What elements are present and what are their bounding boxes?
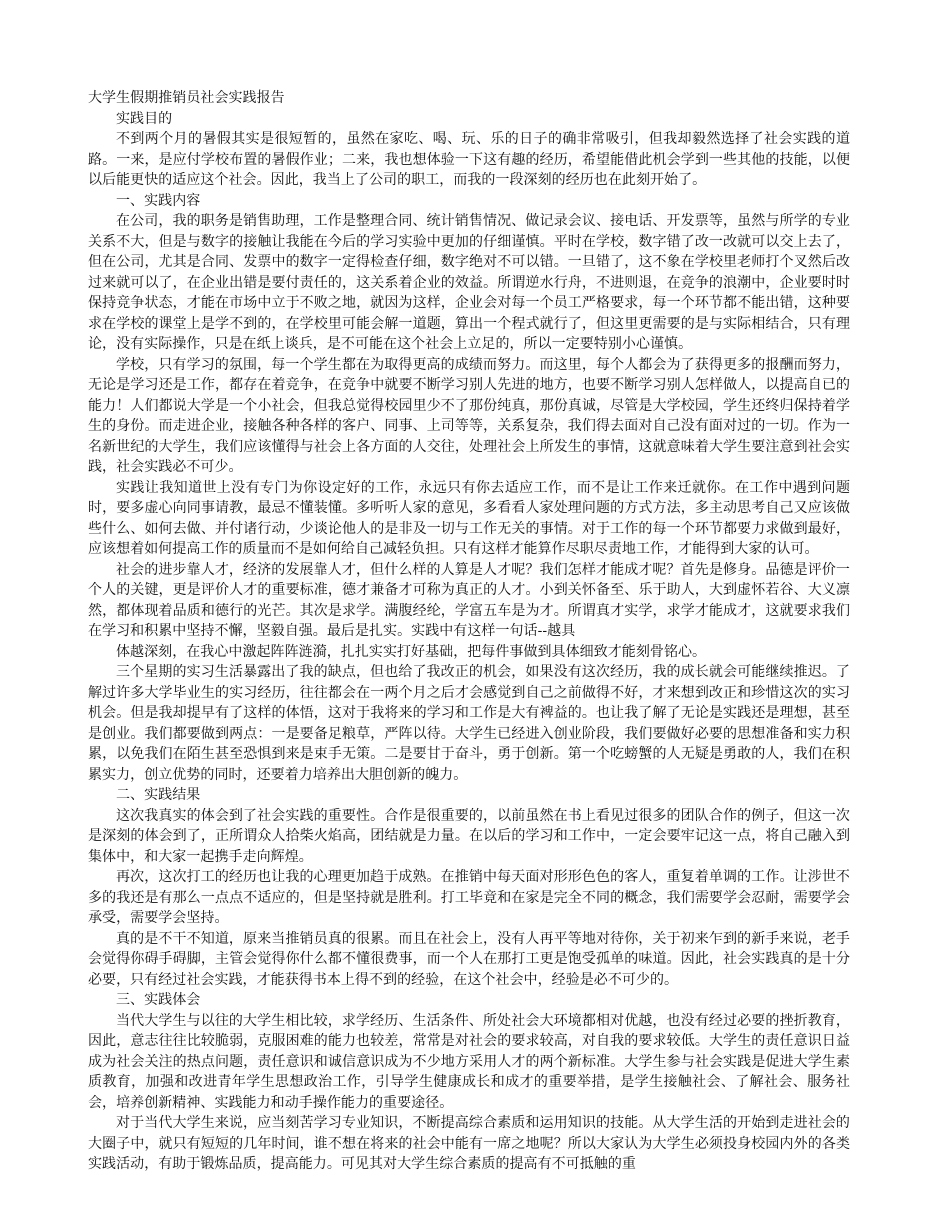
paragraph: 在公司，我的职务是销售助理，工作是整理合同、统计销售情况、做记录会议、接电话、开发票等，虽然与所学的专业关系不大，但是与数字的接触让我能在今后的学习实验中更加的仔细谨慎。平时在学校，数字错了改一改就可以交上去了，但在公司，尤其是合同、发票中的数字一定得检查仔细，数字绝对不可以错。一旦错了，这不象在学校里老师打个叉然后改过来就可以了，在企业出错是要付责任的，这关系着企业的效益。所谓逆水行舟，不进则退，在竞争的浪潮中，企业要时时保持竞争状态，才能在市场中立于不败之地，就因为这样，企业会对每一个员工严格要求，每一个环节都不能出错，这种要求在学校的课堂上是学不到的，在学校里可能会解一道题，算出一个程式就行了，但这里更需要的是与实际相结合，只有理论，没有实际操作，只是在纸上谈兵，是不可能在这个社会上立足的，所以一定要特别小心谨慎。 bbox=[88, 213, 850, 352]
section-heading-content: 一、实践内容 bbox=[116, 192, 201, 209]
paragraph: 当代大学生与以往的大学生相比较，求学经历、生活条件、所处社会大环境都相对优越，也没有经过必要的挫折教育，因此，意志往往比较脆弱，克服困难的能力也较差，常常是对社会的要求较高，对自我的要求较低。大学生的责任意识日益成为社会关注的热点问题，责任意识和诚信意识成为不少地方采用人才的两个新标准。大学生参与社会实践是促进大学生素质教育，加强和改进青年学生思想政治工作，引导学生健康成长和成才的重要举措，是学生接触社会、了解社会、服务社会，培养创新精神、实践能力和动手操作能力的重要途径。 bbox=[88, 1012, 850, 1111]
paragraph: 三个星期的实习生活暴露出了我的缺点，但也给了我改正的机会，如果没有这次经历，我的成长就会可能继续推迟。了解过许多大学毕业生的实习经历，往往都会在一两个月之后才会感觉到自己之前做得不好，才来想到改正和珍惜这次的实习机会。但是我却提早有了这样的体悟，这对于我将来的学习和工作是大有裨益的。也让我了解了无论是实践还是理想，甚至是创业。我们都要做到两点：一是要备足粮草，严阵以待。大学生已经进入创业阶段，我们要做好必要的思想准备和实力积累，以免我们在陌生甚至恐惧到来是束手无策。二是要甘于奋斗，勇于创新。第一个吃螃蟹的人无疑是勇敢的人，我们在积累实力，创立优势的同时，还要着力培养出大胆创新的魄力。 bbox=[88, 664, 850, 783]
paragraph: 不到两个月的暑假其实是很短暂的，虽然在家吃、喝、玩、乐的日子的确非常吸引，但我却毅然选择了社会实践的道路。一来，是应付学校布置的暑假作业；二来，我也想体验一下这有趣的经历，希望能借此机会学到一些其他的技能，以便以后能更快的适应这个社会。因此，我当上了公司的职工，而我的一段深刻的经历也在此刻开始了。 bbox=[88, 131, 850, 188]
document-body bbox=[88, 88, 850, 1175]
paragraph: 对于当代大学生来说，应当刻苦学习专业知识，不断提高综合素质和运用知识的技能。从大学生活的开始到走进社会的大圈子中，就只有短短的几年时间，谁不想在将来的社会中能有一席之地呢？所以大家认为大学生必须投身校园内外的各类实践活动，有助于锻炼品质，提高能力。可见其对大学生综合素质的提高有不可抵触的重 bbox=[88, 1115, 850, 1172]
paragraph: 这次我真实的体会到了社会实践的重要性。合作是很重要的，以前虽然在书上看见过很多的团队合作的例子，但这一次是深刻的体会到了，正所谓众人拾柴火焰高，团结就是力量。在以后的学习和工作中，一定会要牢记这一点，将自己融入到集体中，和大家一起携手走向辉煌。 bbox=[88, 807, 850, 865]
section-heading-results: 二、实践结果 bbox=[116, 787, 201, 803]
section-heading-purpose: 实践目的 bbox=[116, 110, 173, 127]
paragraph: 社会的进步靠人才，经济的发展靠人才，但什么样的人算是人才呢？我们怎样才能成才呢？首先是修身。品德是评价一个人的关键，更是评价人才的重要标准，德才兼备才可称为真正的人才。小到关怀备至、乐于助人，大到虚怀若谷、大义凛然，都体现着品质和德行的光芒。其次是求学。满腹经纶，学富五车是为才。所谓真才实学，求学才能成才，这就要求我们在学习和积累中坚持不懈，坚毅自强。最后是扎实。实践中有这样一句话--越具 bbox=[88, 561, 850, 639]
paragraph: 真的是不干不知道，原来当推销员真的很累。而且在社会上，没有人再平等地对待你，关于初来乍到的新手来说，老手会觉得你碍手碍脚，主管会觉得你什么都不懂很费事，而一个人在那打工更是饱受孤单的味道。因此，社会实践真的是十分必要，只有经过社会实践，才能获得书本上得不到的经验，在这个社会中，经验是必不可少的。 bbox=[88, 930, 850, 988]
paragraph: 体越深刻，在我心中激起阵阵涟漪，扎扎实实打好基础，把每件事做到具体细致才能刻骨铭心。 bbox=[116, 643, 707, 660]
section-heading-reflection: 三、实践体会 bbox=[116, 992, 201, 1008]
document-title: 大学生假期推销员社会实践报告 bbox=[88, 90, 285, 106]
paragraph: 再次，这次打工的经历也让我的心理更加趋于成熟。在推销中每天面对形形色色的客人，重复着单调的工作。让涉世不多的我还是有那么一点点不适应的，但是坚持就是胜利。打工毕竟和在家是完全不同的概念，我们需要学会忍耐，需要学会承受，需要学会坚持。 bbox=[88, 869, 850, 926]
paragraph: 学校，只有学习的氛围，每一个学生都在为取得更高的成绩而努力。而这里，每个人都会为了获得更多的报酬而努力，无论是学习还是工作，都存在着竞争，在竞争中就要不断学习别人先进的地方，也要不断学习别人怎样做人，以提高自已的能力！人们都说大学是一个小社会，但我总觉得校园里少不了那份纯真，那份真诚，尽管是大学校园，学生还终归保持着学生的身份。而走进企业，接触各种各样的客户、同事、上司等等，关系复杂，我们得去面对自己没有面对过的一切。作为一名新世纪的大学生，我们应该懂得与社会上各方面的人交往，处理社会上所发生的事情，这就意味着大学生要注意到社会实践，社会实践必不可少。 bbox=[88, 356, 850, 475]
paragraph: 实践让我知道世上没有专门为你设定好的工作，永远只有你去适应工作，而不是让工作来迁就你。在工作中遇到问题时，要多虚心向同事请教，最忌不懂装懂。多听听人家的意见，多看看人家处理问题的方式方法，多主动思考自己又应该做些什么、如何去做、并付诸行动，少谈论他人的是非及一切与工作无关的事情。对于工作的每一个环节都要力求做到最好，应该想着如何提高工作的质量而不是如何给自己减轻负担。只有这样才能算作尽职尽责地工作，才能得到大家的认可。 bbox=[88, 479, 850, 557]
